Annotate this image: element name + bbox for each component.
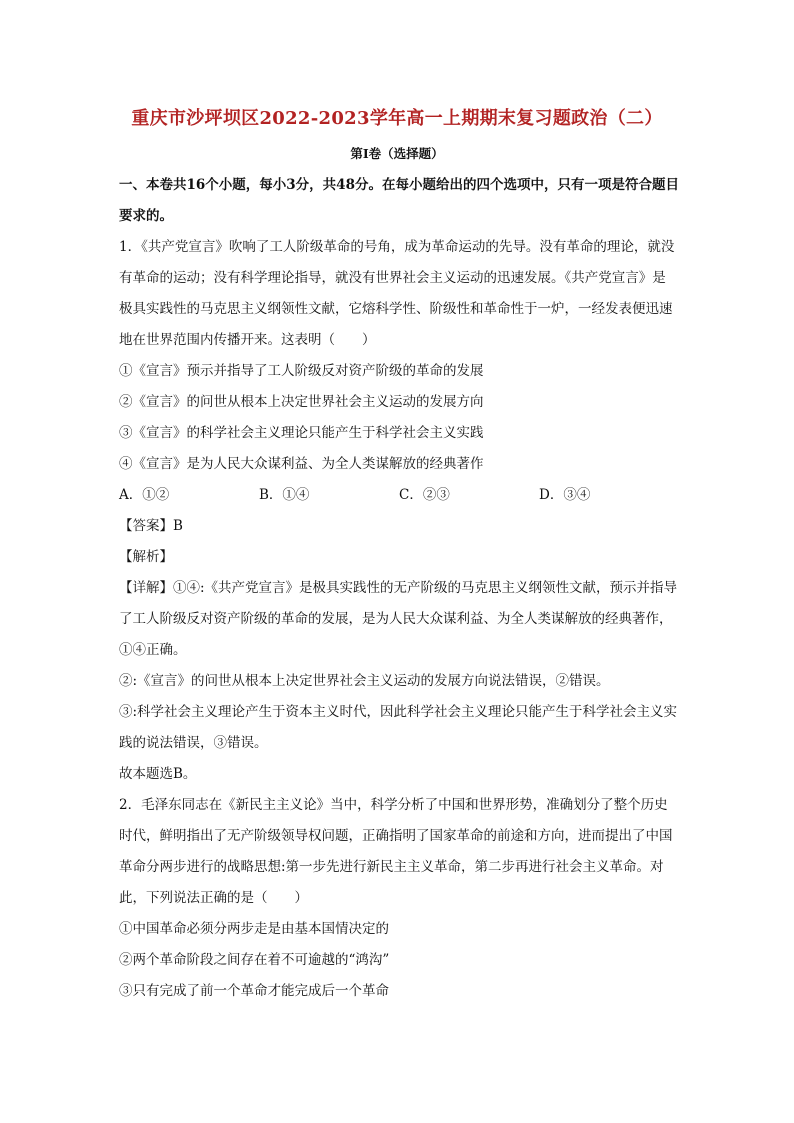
question-2-item: ①中国革命必须分两步走是由基本国情决定的 bbox=[119, 921, 389, 937]
question-1-stem: 1．《共产党宣言》吹响了工人阶级革命的号角，成为革命运动的先导。没有革命的理论，就没有革命的运动；没有科学理论指导，就没有世界社会主义运动的迅速发展。《共产党宣言》是极具实践性的马克思主义纲领性文献，它熔科学性、阶级性和革命性于一炉，一经发表便迅速地在世界范围内传播开来。这表明（ ） bbox=[119, 239, 675, 348]
document-body bbox=[119, 170, 679, 1007]
option-b: B．①④ bbox=[259, 487, 310, 503]
question-2-stem: 2．毛泽东同志在《新民主主义论》当中，科学分析了中国和世界形势，准确划分了整个历史时代，鲜明指出了无产阶级领导权问题，正确指明了国家革命的前途和方向，进而提出了中国革命分两步进行的战略思想:第一步先进行新民主主义革命，第二步再进行社会主义革命。对此，下列说法正确的是（ ） bbox=[119, 797, 673, 906]
question-1-item: ②《宣言》的问世从根本上决定世界社会主义运动的发展方向 bbox=[119, 394, 484, 410]
question-1-item: ④《宣言》是为人民大众谋利益、为全人类谋解放的经典著作 bbox=[119, 456, 484, 472]
question-1-item: ③《宣言》的科学社会主义理论只能产生于科学社会主义实践 bbox=[119, 425, 484, 441]
question-1-item: ①《宣言》预示并指导了工人阶级反对资产阶级的革命的发展 bbox=[119, 363, 484, 379]
question-1-answer: 【答案】B bbox=[119, 518, 183, 534]
analysis-paragraph: ②:《宣言》的问世从根本上决定世界社会主义运动的发展方向说法错误，②错误。 bbox=[119, 673, 610, 689]
analysis-paragraph: ③:科学社会主义理论产生于资本主义时代，因此科学社会主义理论只能产生于科学社会主义实践的说法错误，③错误。 bbox=[119, 704, 678, 751]
document-title: 重庆市沙坪坝区2022-2023学年高一上期期末复习题政治（二） bbox=[131, 108, 663, 129]
question-1-options bbox=[119, 480, 679, 511]
analysis-conclusion: 故本题选B。 bbox=[119, 766, 197, 782]
option-c: C．②③ bbox=[399, 487, 450, 503]
question-2-item: ②两个革命阶段之间存在着不可逾越的“鸿沟” bbox=[119, 952, 390, 968]
option-a: A．①② bbox=[119, 487, 170, 503]
section-intro: 一、本卷共16个小题，每小3分，共48分。在每小题给出的四个选项中，只有一项是符合题目要求的。 bbox=[119, 177, 679, 224]
analysis-paragraph: 【详解】①④:《共产党宣言》是极具实践性的无产阶级的马克思主义纲领性文献，预示并指导了工人阶级反对资产阶级的革命的发展，是为人民大众谋利益、为全人类谋解放的经典著作，①④正确。 bbox=[119, 580, 678, 658]
analysis-label: 【解析】 bbox=[119, 549, 173, 565]
section-heading: 第Ⅰ卷（选择题） bbox=[350, 146, 444, 161]
question-2-item: ③只有完成了前一个革命才能完成后一个革命 bbox=[119, 983, 389, 999]
option-d: D．③④ bbox=[539, 487, 591, 503]
